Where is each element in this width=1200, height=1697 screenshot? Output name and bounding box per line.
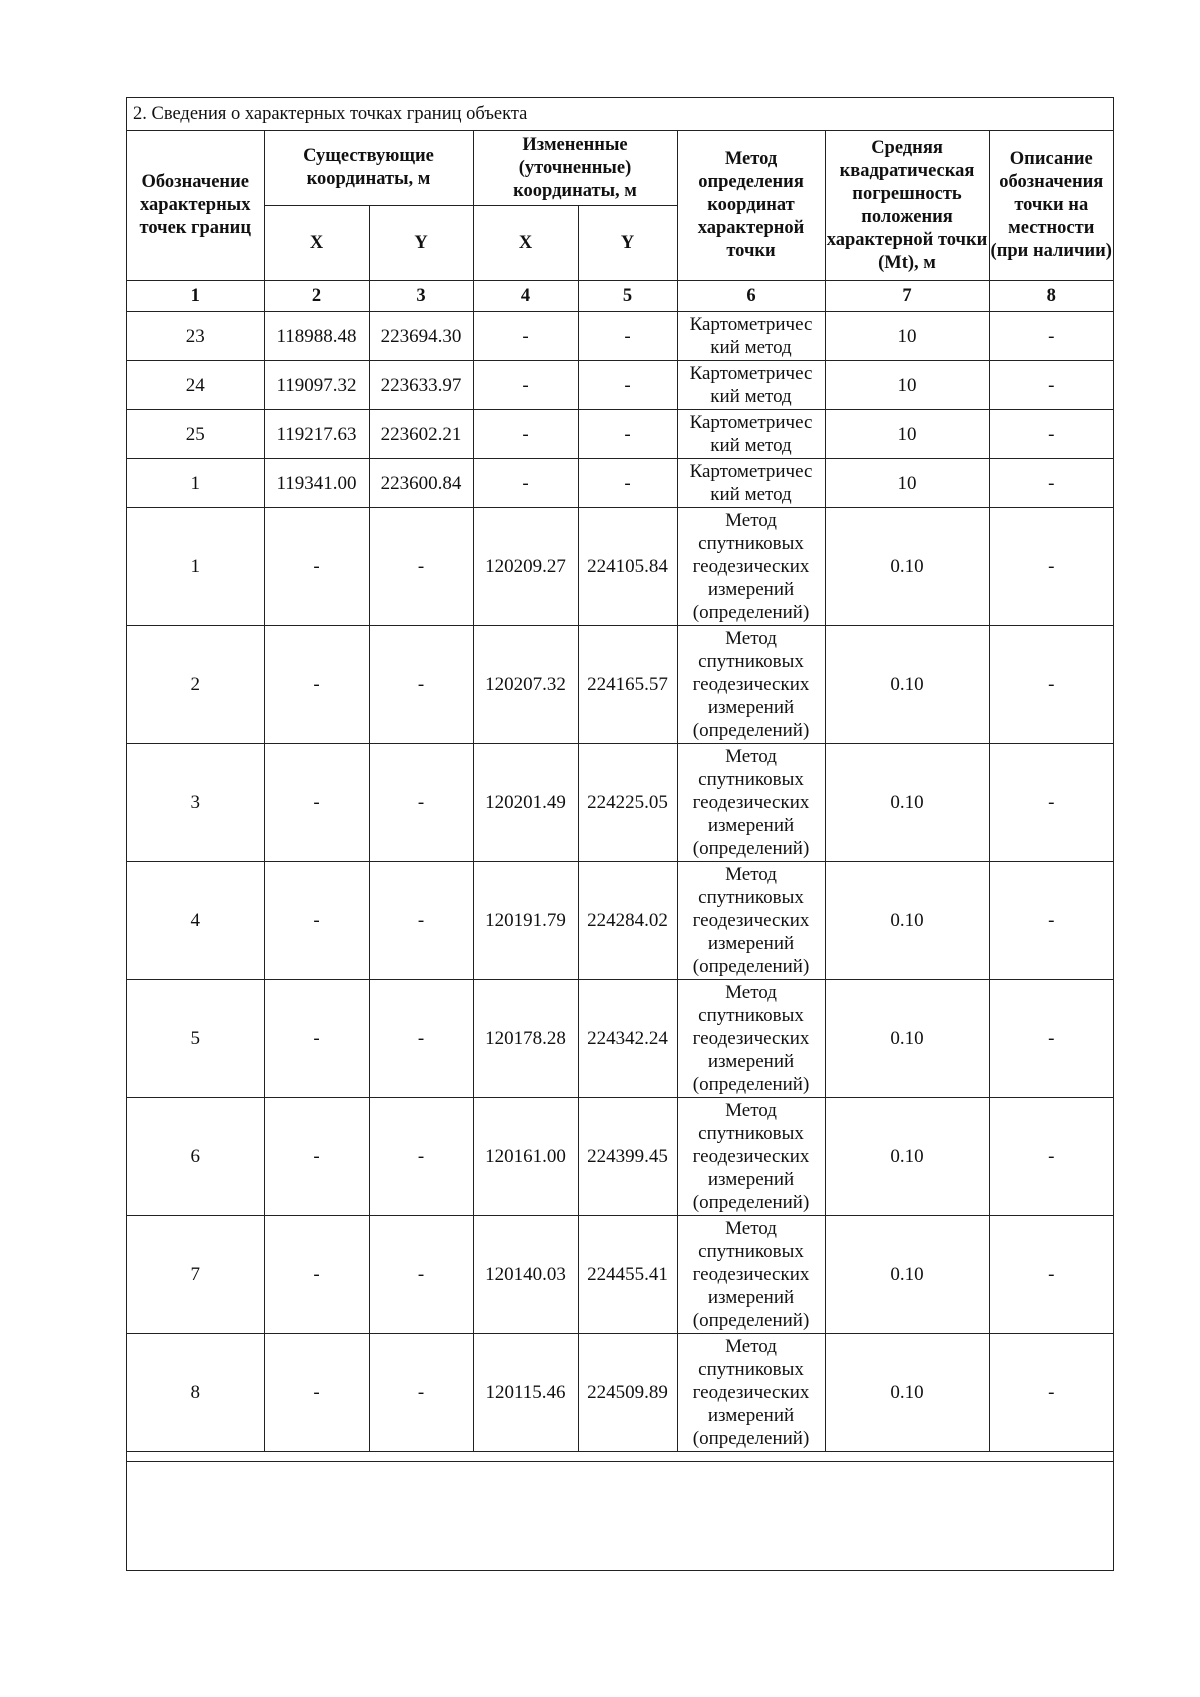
cell-point-number: 1 (127, 508, 264, 626)
cell-changed-x: - (473, 410, 578, 459)
cell-accuracy: 0.10 (825, 1334, 989, 1452)
table-row (127, 980, 1113, 1098)
cell-changed-x: 120161.00 (473, 1098, 578, 1216)
cell-changed-y: 224105.84 (578, 508, 677, 626)
table-row (127, 508, 1113, 626)
cell-accuracy: 10 (825, 459, 989, 508)
cell-existing-x: - (264, 1098, 369, 1216)
cell-point-number: 3 (127, 744, 264, 862)
cell-point-number: 5 (127, 980, 264, 1098)
cell-point-number: 6 (127, 1098, 264, 1216)
cell-method: Метод спутниковых геодезических измерений (определений) (677, 744, 825, 862)
cell-point-number: 7 (127, 1216, 264, 1334)
cell-description: - (989, 862, 1113, 980)
cell-existing-y: - (369, 862, 473, 980)
cell-changed-y: 224509.89 (578, 1334, 677, 1452)
cell-existing-y: - (369, 1334, 473, 1452)
header-changed-coordinates: Измененные (уточненные) координаты, м (473, 131, 677, 206)
cell-existing-x: - (264, 1216, 369, 1334)
cell-description: - (989, 1216, 1113, 1334)
cell-method: Метод спутниковых геодезических измерений (определений) (677, 508, 825, 626)
cell-description: - (989, 1334, 1113, 1452)
cell-existing-x: 119341.00 (264, 459, 369, 508)
cell-existing-y: 223602.21 (369, 410, 473, 459)
cell-changed-x: - (473, 312, 578, 361)
cell-existing-y: 223694.30 (369, 312, 473, 361)
document-sheet (126, 97, 1114, 1571)
table-row (127, 361, 1113, 410)
cell-changed-y: - (578, 312, 677, 361)
cell-existing-x: - (264, 980, 369, 1098)
column-number: 3 (369, 281, 473, 312)
table-row (127, 312, 1113, 361)
header-designation: Обозначение характерных точек границ (127, 131, 264, 281)
header-accuracy: Средняя квадратическая погрешность положения характерной точки (Mt), м (825, 131, 989, 281)
column-number: 4 (473, 281, 578, 312)
cell-description: - (989, 1098, 1113, 1216)
header-changed-y: Y (578, 206, 677, 281)
cell-accuracy: 0.10 (825, 744, 989, 862)
cell-accuracy: 0.10 (825, 862, 989, 980)
cell-existing-y: 223633.97 (369, 361, 473, 410)
cell-accuracy: 0.10 (825, 508, 989, 626)
cell-existing-y: - (369, 744, 473, 862)
column-number: 2 (264, 281, 369, 312)
column-number: 1 (127, 281, 264, 312)
cell-changed-y: 224455.41 (578, 1216, 677, 1334)
table-row (127, 459, 1113, 508)
empty-footer-area (127, 1461, 1113, 1570)
cell-method: Картометричес кий метод (677, 459, 825, 508)
column-number: 5 (578, 281, 677, 312)
cell-method: Метод спутниковых геодезических измерений (определений) (677, 862, 825, 980)
cell-changed-x: 120115.46 (473, 1334, 578, 1452)
column-number: 8 (989, 281, 1113, 312)
table-row (127, 1098, 1113, 1216)
cell-accuracy: 10 (825, 361, 989, 410)
header-changed-x: X (473, 206, 578, 281)
table-row (127, 626, 1113, 744)
cell-existing-y: - (369, 626, 473, 744)
cell-existing-y: - (369, 508, 473, 626)
cell-existing-x: - (264, 508, 369, 626)
table-row (127, 1216, 1113, 1334)
cell-point-number: 4 (127, 862, 264, 980)
cell-accuracy: 0.10 (825, 1216, 989, 1334)
boundary-points-table (127, 131, 1113, 1452)
cell-existing-y: - (369, 1098, 473, 1216)
cell-point-number: 8 (127, 1334, 264, 1452)
cell-method: Картометричес кий метод (677, 312, 825, 361)
cell-changed-y: - (578, 459, 677, 508)
cell-description: - (989, 410, 1113, 459)
cell-method: Картометричес кий метод (677, 410, 825, 459)
cell-description: - (989, 626, 1113, 744)
table-row (127, 862, 1113, 980)
cell-point-number: 23 (127, 312, 264, 361)
table-row (127, 1334, 1113, 1452)
cell-existing-x: 118988.48 (264, 312, 369, 361)
cell-point-number: 24 (127, 361, 264, 410)
cell-existing-y: 223600.84 (369, 459, 473, 508)
cell-description: - (989, 361, 1113, 410)
cell-description: - (989, 980, 1113, 1098)
table-row (127, 744, 1113, 862)
header-existing-y: Y (369, 206, 473, 281)
cell-changed-x: 120140.03 (473, 1216, 578, 1334)
cell-accuracy: 10 (825, 312, 989, 361)
cell-method: Метод спутниковых геодезических измерений (определений) (677, 1334, 825, 1452)
cell-existing-x: 119097.32 (264, 361, 369, 410)
cell-changed-x: - (473, 361, 578, 410)
cell-changed-x: 120178.28 (473, 980, 578, 1098)
cell-description: - (989, 744, 1113, 862)
cell-changed-y: - (578, 410, 677, 459)
cell-changed-x: 120201.49 (473, 744, 578, 862)
table-row (127, 410, 1113, 459)
cell-changed-y: 224225.05 (578, 744, 677, 862)
cell-accuracy: 0.10 (825, 980, 989, 1098)
cell-description: - (989, 312, 1113, 361)
header-existing-x: X (264, 206, 369, 281)
cell-existing-y: - (369, 1216, 473, 1334)
cell-changed-x: 120191.79 (473, 862, 578, 980)
cell-method: Метод спутниковых геодезических измерений (определений) (677, 1216, 825, 1334)
cell-changed-x: - (473, 459, 578, 508)
cell-accuracy: 10 (825, 410, 989, 459)
cell-changed-y: 224342.24 (578, 980, 677, 1098)
cell-changed-y: 224399.45 (578, 1098, 677, 1216)
column-number: 6 (677, 281, 825, 312)
cell-method: Метод спутниковых геодезических измерений (определений) (677, 980, 825, 1098)
cell-existing-x: - (264, 744, 369, 862)
header-existing-coordinates: Существующие координаты, м (264, 131, 473, 206)
column-number: 7 (825, 281, 989, 312)
cell-existing-x: 119217.63 (264, 410, 369, 459)
cell-existing-y: - (369, 980, 473, 1098)
cell-method: Картометричес кий метод (677, 361, 825, 410)
cell-changed-x: 120209.27 (473, 508, 578, 626)
cell-point-number: 1 (127, 459, 264, 508)
cell-changed-x: 120207.32 (473, 626, 578, 744)
cell-description: - (989, 508, 1113, 626)
cell-point-number: 2 (127, 626, 264, 744)
cell-method: Метод спутниковых геодезических измерений (определений) (677, 626, 825, 744)
section-title: 2. Сведения о характерных точках границ объекта (127, 98, 1113, 131)
cell-method: Метод спутниковых геодезических измерений (определений) (677, 1098, 825, 1216)
cell-existing-x: - (264, 1334, 369, 1452)
cell-point-number: 25 (127, 410, 264, 459)
header-description: Описание обозначения точки на местности (при наличии) (989, 131, 1113, 281)
cell-existing-x: - (264, 862, 369, 980)
cell-description: - (989, 459, 1113, 508)
cell-changed-y: 224165.57 (578, 626, 677, 744)
cell-changed-y: - (578, 361, 677, 410)
cell-accuracy: 0.10 (825, 626, 989, 744)
cell-changed-y: 224284.02 (578, 862, 677, 980)
cell-accuracy: 0.10 (825, 1098, 989, 1216)
header-method: Метод определения координат характерной точки (677, 131, 825, 281)
cell-existing-x: - (264, 626, 369, 744)
